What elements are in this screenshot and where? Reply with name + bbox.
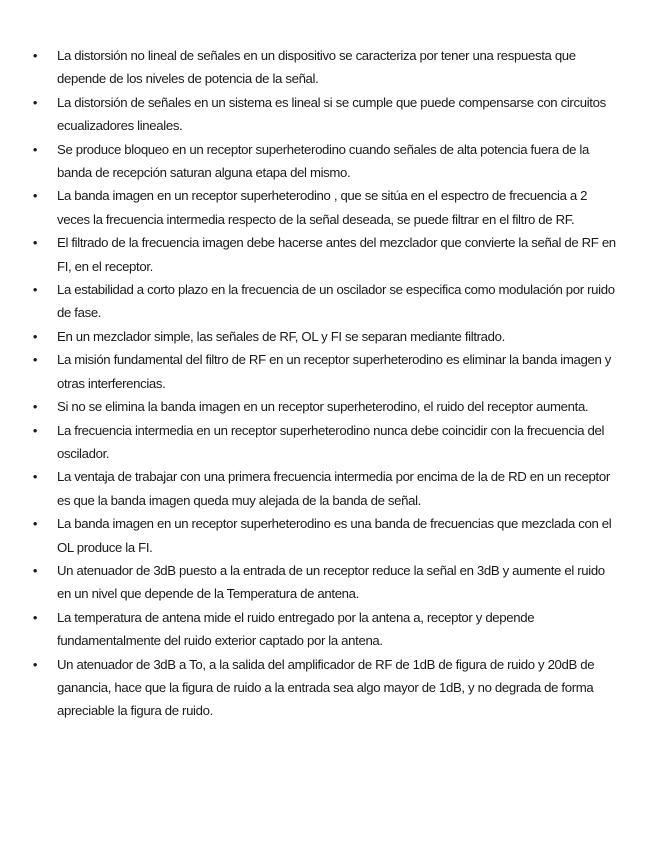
bullet-icon: • bbox=[32, 422, 38, 438]
list-item-text: La estabilidad a corto plazo en la frecuencia de un oscilador se especifica como modulación por ruido de fase. bbox=[57, 282, 615, 321]
bullet-icon: • bbox=[32, 188, 38, 204]
list-item-text: La banda imagen en un receptor superheterodino es una banda de frecuencias que mezclada con el OL produce la FI. bbox=[57, 516, 612, 555]
list-item-text: La banda imagen en un receptor superheterodino , que se sitúa en el espectro de frecuencia a 2 veces la frecuencia intermedia respecto de la señal deseada, se puede filtrar en el filtro de RF. bbox=[57, 188, 588, 227]
bullet-icon: • bbox=[32, 656, 38, 672]
list-item-text: Un atenuador de 3dB puesto a la entrada de un receptor reduce la señal en 3dB y aumente el ruido en un nivel que depende de la Temperatura de antena. bbox=[57, 562, 605, 602]
list-item bbox=[30, 91, 620, 138]
list-item-text: La distorsión no lineal de señales en un dispositivo se caracteriza por tener una respuesta que depende de los niveles de potencia de la señal. bbox=[57, 48, 576, 87]
list-item bbox=[30, 395, 620, 418]
bullet-icon: • bbox=[32, 141, 38, 157]
bullet-icon: • bbox=[32, 328, 38, 344]
list-item bbox=[30, 44, 620, 91]
statement-list bbox=[30, 44, 620, 723]
list-item bbox=[30, 419, 620, 466]
list-item-text: El filtrado de la frecuencia imagen debe hacerse antes del mezclador que convierte la señal de RF en FI, en el receptor. bbox=[57, 235, 616, 274]
list-item bbox=[30, 348, 620, 395]
list-item bbox=[30, 231, 620, 278]
list-item bbox=[30, 278, 620, 325]
list-item-text: Si no se elimina la banda imagen en un receptor superheterodino, el ruido del receptor aumenta. bbox=[57, 399, 589, 415]
bullet-icon: • bbox=[32, 469, 38, 485]
list-item bbox=[30, 184, 620, 231]
bullet-icon: • bbox=[32, 48, 38, 63]
bullet-icon: • bbox=[32, 235, 38, 251]
list-item-text: En un mezclador simple, las señales de RF, OL y FI se separan mediante filtrado. bbox=[57, 328, 505, 344]
list-item bbox=[30, 559, 620, 606]
bullet-icon: • bbox=[32, 352, 38, 368]
bullet-icon: • bbox=[32, 609, 38, 625]
bullet-icon: • bbox=[32, 562, 38, 578]
bullet-icon: • bbox=[32, 516, 38, 532]
list-item-text: Un atenuador de 3dB a To, a la salida del amplificador de RF de 1dB de figura de ruido y 20dB de ganancia, hace que la figura de ruido a la entrada sea algo mayor de 1dB, y no degrada de forma apreciable la figura de ruido. bbox=[57, 656, 595, 719]
list-item bbox=[30, 606, 620, 653]
list-item-text: La distorsión de señales en un sistema es lineal si se cumple que puede compensarse con circuitos ecualizadores lineales. bbox=[57, 94, 606, 134]
bullet-icon: • bbox=[32, 282, 38, 298]
list-item bbox=[30, 653, 620, 723]
list-item-text: La ventaja de trabajar con una primera frecuencia intermedia por encima de la de RD en un receptor es que la banda imagen queda muy alejada de la banda de señal. bbox=[57, 469, 610, 508]
list-item bbox=[30, 465, 620, 512]
list-item bbox=[30, 138, 620, 185]
list-item-text: Se produce bloqueo en un receptor superheterodino cuando señales de alta potencia fuera de la banda de recepción saturan alguna etapa del mismo. bbox=[57, 141, 589, 181]
bullet-icon: • bbox=[32, 399, 38, 415]
list-item bbox=[30, 512, 620, 559]
list-item-text: La frecuencia intermedia en un receptor superheterodino nunca debe coincidir con la frecuencia del oscilador. bbox=[57, 422, 605, 461]
list-item-text: La temperatura de antena mide el ruido entregado por la antena a, receptor y depende fundamentalmente del ruido exterior captado por la antena. bbox=[57, 609, 535, 649]
list-item bbox=[30, 325, 620, 348]
list-item-text: La misión fundamental del filtro de RF en un receptor superheterodino es eliminar la banda imagen y otras interferencias. bbox=[57, 352, 611, 391]
bullet-icon: • bbox=[32, 94, 38, 110]
